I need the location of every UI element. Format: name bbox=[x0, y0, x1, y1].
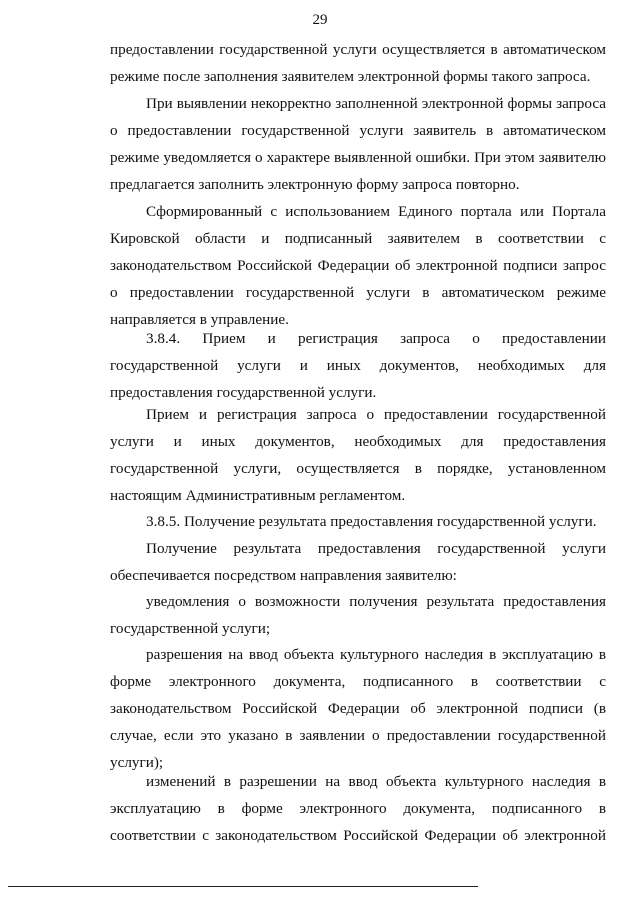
footer-rule bbox=[8, 886, 478, 887]
paragraph-formed-request: Сформированный с использованием Единого портала или Портала Кировской области и подписанный заявителем в соответствии с законодательством Российской Федерации об электронной подписи запрос о предоставлении государственной услуги в автоматическом режиме направляется в управление. bbox=[110, 203, 606, 328]
paragraph-section-3-8-4: 3.8.4. Прием и регистрация запроса о предоставлении государственной услуги и иных документов, необходимых для предоставления государственной услуги. bbox=[110, 330, 606, 401]
paragraph-section-3-8-5: 3.8.5. Получение результата предоставления государственной услуги. bbox=[146, 513, 597, 530]
paragraph-notification: уведомления о возможности получения результата предоставления государственной услуги; bbox=[110, 593, 606, 637]
paragraph-result-obtaining: Получение результата предоставления государственной услуги обеспечивается посредством направления заявителю: bbox=[110, 540, 606, 584]
paragraph-changes: изменений в разрешении на ввод объекта культурного наследия в эксплуатацию в форме электронного документа, подписанного в соответствии с законодательством Российской Федерации об электронной bbox=[110, 773, 606, 844]
paragraph-incorrect-form: При выявлении некорректно заполненной электронной формы запроса о предоставлении государственной услуги заявитель в автоматическом режиме уведомляется о характере выявленной ошибки. При этом заявителю предлагается заполнить электронную форму запроса повторно. bbox=[110, 95, 606, 193]
paragraph-permit: разрешения на ввод объекта культурного наследия в эксплуатацию в форме электронного документа, подписанного в соответствии с законодательством Российской Федерации об электронной подписи (в случае, если это указано в заявлении о предоставлении государственной услуги); bbox=[110, 646, 606, 771]
paragraph-reception-registration: Прием и регистрация запроса о предоставлении государственной услуги и иных документов, необходимых для предоставления государственной услуги, осуществляется в порядке, установленном настоящим Административным регламентом. bbox=[110, 406, 606, 504]
paragraph-request-auto: предоставлении государственной услуги осуществляется в автоматическом режиме после заполнения заявителем электронной формы такого запроса. bbox=[110, 41, 606, 85]
page-number: 29 bbox=[312, 12, 328, 28]
